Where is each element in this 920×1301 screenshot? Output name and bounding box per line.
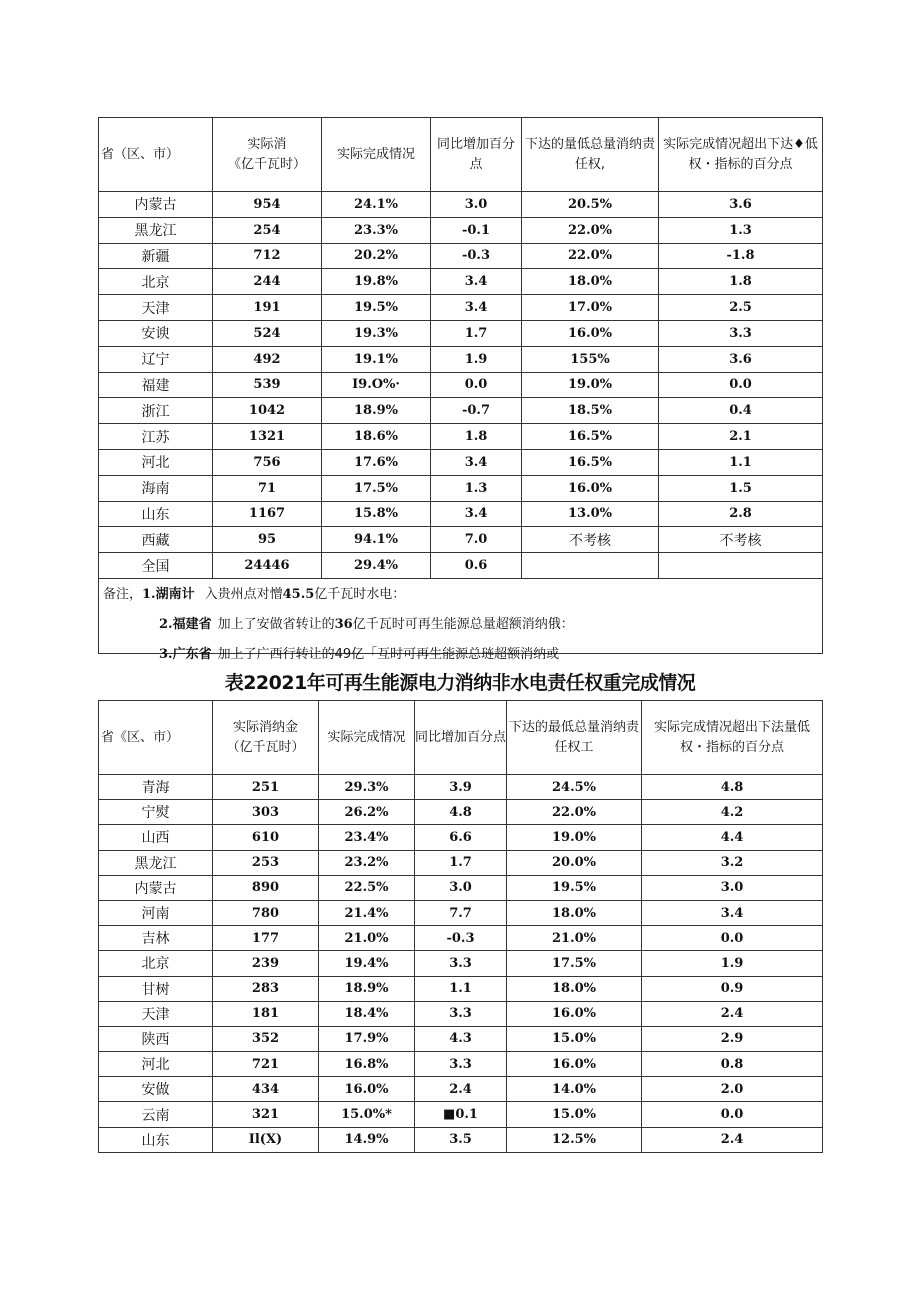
- value-cell: ■0.1: [415, 1102, 507, 1127]
- value-cell: 18.6%: [322, 424, 431, 450]
- note-2-c: 36: [334, 616, 353, 632]
- province-cell: 甘树: [99, 976, 213, 1001]
- value-cell: 1.9: [431, 346, 522, 372]
- value-cell: I9.O%·: [322, 372, 431, 398]
- value-cell: 3.9: [415, 775, 507, 800]
- table-row: [99, 269, 823, 295]
- value-cell: 18.5%: [522, 398, 659, 424]
- value-cell: 3.4: [431, 449, 522, 475]
- province-cell: 福建: [99, 372, 213, 398]
- table-1-notes: [99, 578, 823, 662]
- table-row: [99, 926, 823, 951]
- table-row: [99, 850, 823, 875]
- value-cell: 19.0%: [522, 372, 659, 398]
- value-cell: 434: [213, 1077, 319, 1102]
- province-cell: 云南: [99, 1102, 213, 1127]
- value-cell: 251: [213, 775, 319, 800]
- value-cell: 0.0: [659, 372, 823, 398]
- note-2-a: 2.福建省: [159, 616, 212, 632]
- value-cell: 610: [213, 825, 319, 850]
- value-cell: 17.0%: [522, 295, 659, 321]
- value-cell: 18.9%: [319, 976, 415, 1001]
- value-cell: 1.1: [415, 976, 507, 1001]
- value-cell: -0.3: [415, 926, 507, 951]
- value-cell: 18.4%: [319, 1001, 415, 1026]
- value-cell: 21.0%: [507, 926, 642, 951]
- value-cell: 1321: [213, 424, 322, 450]
- value-cell: 181: [213, 1001, 319, 1026]
- value-cell: 4.3: [415, 1026, 507, 1051]
- value-cell: 3.3: [659, 320, 823, 346]
- table-row: [99, 217, 823, 243]
- table-row: [99, 1026, 823, 1051]
- value-cell: 26.2%: [319, 800, 415, 825]
- value-cell: 18.9%: [322, 398, 431, 424]
- value-cell: 2.4: [642, 1001, 823, 1026]
- province-cell: 黑龙江: [99, 850, 213, 875]
- value-cell: 1.9: [642, 951, 823, 976]
- province-cell: 内蒙古: [99, 192, 213, 218]
- value-cell: 24.5%: [507, 775, 642, 800]
- value-cell: 20.2%: [322, 243, 431, 269]
- value-cell: 15.0%: [507, 1026, 642, 1051]
- header-province: 省（区、市）: [99, 118, 213, 192]
- value-cell: 712: [213, 243, 322, 269]
- value-cell: 1.1: [659, 449, 823, 475]
- value-cell: 16.5%: [522, 424, 659, 450]
- value-cell: 2.5: [659, 295, 823, 321]
- province-cell: 河南: [99, 900, 213, 925]
- value-cell: 155%: [522, 346, 659, 372]
- province-cell: 宁熨: [99, 800, 213, 825]
- table-row: [99, 775, 823, 800]
- value-cell: 4.8: [642, 775, 823, 800]
- value-cell: 不考核: [659, 527, 823, 553]
- province-cell: 北京: [99, 269, 213, 295]
- value-cell: 2.9: [642, 1026, 823, 1051]
- note-3-a: 3.广东省: [159, 646, 212, 662]
- value-cell: 321: [213, 1102, 319, 1127]
- value-cell: 22.0%: [522, 243, 659, 269]
- value-cell: 1.7: [431, 320, 522, 346]
- value-cell: 3.3: [415, 1001, 507, 1026]
- table-row: [99, 372, 823, 398]
- note-label: 备注，: [103, 586, 143, 602]
- table-row: [99, 875, 823, 900]
- province-cell: 安谀: [99, 320, 213, 346]
- value-cell: 0.9: [642, 976, 823, 1001]
- table-row: [99, 1001, 823, 1026]
- value-cell: 19.3%: [322, 320, 431, 346]
- table-row: [99, 976, 823, 1001]
- value-cell: 3.5: [415, 1127, 507, 1152]
- header-min-target: 下达的最低总量消纳责任权工: [507, 701, 642, 775]
- value-cell: 1042: [213, 398, 322, 424]
- value-cell: 16.8%: [319, 1052, 415, 1077]
- value-cell: 721: [213, 1052, 319, 1077]
- province-cell: 西藏: [99, 527, 213, 553]
- value-cell: 3.0: [415, 875, 507, 900]
- province-cell: 河北: [99, 449, 213, 475]
- note-1-c: 45.5: [282, 586, 315, 602]
- value-cell: 756: [213, 449, 322, 475]
- table-row: [99, 320, 823, 346]
- value-cell: 17.9%: [319, 1026, 415, 1051]
- table-row: [99, 825, 823, 850]
- value-cell: 94.1%: [322, 527, 431, 553]
- value-cell: 3.4: [431, 295, 522, 321]
- province-cell: 安做: [99, 1077, 213, 1102]
- table-row: [99, 346, 823, 372]
- value-cell: 2.4: [415, 1077, 507, 1102]
- province-cell: 内蒙古: [99, 875, 213, 900]
- value-cell: 177: [213, 926, 319, 951]
- value-cell: 524: [213, 320, 322, 346]
- table-2-title: 表22021年可再生能源电力消纳非水电责任权重完成情况: [224, 672, 696, 694]
- value-cell: 15.8%: [322, 501, 431, 527]
- value-cell: 21.4%: [319, 900, 415, 925]
- value-cell: 3.3: [415, 1052, 507, 1077]
- province-cell: 吉林: [99, 926, 213, 951]
- province-cell: 海南: [99, 475, 213, 501]
- value-cell: 1.8: [659, 269, 823, 295]
- value-cell: 2.1: [659, 424, 823, 450]
- value-cell: 3.3: [415, 951, 507, 976]
- province-cell: 陕西: [99, 1026, 213, 1051]
- province-cell: 浙江: [99, 398, 213, 424]
- value-cell: 1.3: [431, 475, 522, 501]
- province-cell: 黑龙江: [99, 217, 213, 243]
- value-cell: 29.3%: [319, 775, 415, 800]
- province-cell: 新疆: [99, 243, 213, 269]
- value-cell: 16.0%: [507, 1001, 642, 1026]
- value-cell: 24446: [213, 553, 322, 579]
- table-row: [99, 424, 823, 450]
- value-cell: 253: [213, 850, 319, 875]
- value-cell: [522, 553, 659, 579]
- value-cell: 954: [213, 192, 322, 218]
- value-cell: 3.4: [431, 269, 522, 295]
- value-cell: 4.8: [415, 800, 507, 825]
- value-cell: 6.6: [415, 825, 507, 850]
- value-cell: 18.0%: [522, 269, 659, 295]
- table-row: [99, 243, 823, 269]
- value-cell: 19.0%: [507, 825, 642, 850]
- value-cell: 0.0: [642, 1102, 823, 1127]
- value-cell: 3.2: [642, 850, 823, 875]
- value-cell: 3.0: [642, 875, 823, 900]
- value-cell: 7.7: [415, 900, 507, 925]
- value-cell: 16.0%: [522, 475, 659, 501]
- header-completion: 实际完成情况: [322, 118, 431, 192]
- value-cell: 239: [213, 951, 319, 976]
- value-cell: 1167: [213, 501, 322, 527]
- table-row: [99, 1077, 823, 1102]
- value-cell: 539: [213, 372, 322, 398]
- value-cell: 16.0%: [319, 1077, 415, 1102]
- province-cell: 北京: [99, 951, 213, 976]
- value-cell: 352: [213, 1026, 319, 1051]
- note-1-b: 入贵州点对憎: [204, 586, 283, 602]
- table-row: [99, 192, 823, 218]
- table-row: [99, 900, 823, 925]
- value-cell: 17.5%: [507, 951, 642, 976]
- province-cell: 天津: [99, 295, 213, 321]
- header-excess: 实际完成情况超出下达♦低权・指标的百分点: [659, 118, 823, 192]
- table-row: [99, 527, 823, 553]
- note-1-a: 1.湖南计: [142, 586, 195, 602]
- value-cell: 4.2: [642, 800, 823, 825]
- value-cell: [659, 553, 823, 579]
- table-row: [99, 1102, 823, 1127]
- value-cell: 19.4%: [319, 951, 415, 976]
- value-cell: 16.0%: [522, 320, 659, 346]
- value-cell: 2.4: [642, 1127, 823, 1152]
- value-cell: 14.0%: [507, 1077, 642, 1102]
- value-cell: 7.0: [431, 527, 522, 553]
- province-cell: 山东: [99, 1127, 213, 1152]
- table-row: [99, 951, 823, 976]
- value-cell: 23.4%: [319, 825, 415, 850]
- value-cell: 0.4: [659, 398, 823, 424]
- province-cell: 山西: [99, 825, 213, 850]
- value-cell: 20.5%: [522, 192, 659, 218]
- value-cell: 3.6: [659, 346, 823, 372]
- value-cell: 492: [213, 346, 322, 372]
- value-cell: 15.0%*: [319, 1102, 415, 1127]
- value-cell: 19.8%: [322, 269, 431, 295]
- value-cell: 19.1%: [322, 346, 431, 372]
- value-cell: 21.0%: [319, 926, 415, 951]
- value-cell: 18.0%: [507, 976, 642, 1001]
- table-1: [98, 117, 823, 662]
- value-cell: 14.9%: [319, 1127, 415, 1152]
- value-cell: 71: [213, 475, 322, 501]
- table-2: [98, 700, 823, 1153]
- value-cell: 3.4: [642, 900, 823, 925]
- province-cell: 天津: [99, 1001, 213, 1026]
- header-excess: 实际完成情况超出下法量低权・指标的百分点: [642, 701, 823, 775]
- value-cell: 3.6: [659, 192, 823, 218]
- value-cell: 3.4: [431, 501, 522, 527]
- value-cell: 244: [213, 269, 322, 295]
- value-cell: -0.1: [431, 217, 522, 243]
- table-row: [99, 1127, 823, 1152]
- note-2-b: 加上了安做省转让的: [217, 616, 335, 632]
- value-cell: 1.3: [659, 217, 823, 243]
- value-cell: 890: [213, 875, 319, 900]
- value-cell: 303: [213, 800, 319, 825]
- value-cell: 22.0%: [522, 217, 659, 243]
- value-cell: 20.0%: [507, 850, 642, 875]
- header-min-target: 下达的量低总量消纳责任权,: [522, 118, 659, 192]
- province-cell: 山东: [99, 501, 213, 527]
- table-row: [99, 501, 823, 527]
- value-cell: -0.3: [431, 243, 522, 269]
- value-cell: 1.5: [659, 475, 823, 501]
- value-cell: 18.0%: [507, 900, 642, 925]
- table-row: [99, 553, 823, 579]
- value-cell: 23.3%: [322, 217, 431, 243]
- value-cell: -1.8: [659, 243, 823, 269]
- note-3-b: 加上了广西行转让的49亿「互时可再生能源总琏超额消纳或: [217, 646, 560, 662]
- table-row: [99, 1052, 823, 1077]
- header-completion: 实际完成情况: [319, 701, 415, 775]
- header-actual-consumption: 实际消 《亿千瓦时）: [213, 118, 322, 192]
- value-cell: 1.7: [415, 850, 507, 875]
- value-cell: 22.0%: [507, 800, 642, 825]
- value-cell: 254: [213, 217, 322, 243]
- value-cell: 16.0%: [507, 1052, 642, 1077]
- province-cell: 青海: [99, 775, 213, 800]
- value-cell: 780: [213, 900, 319, 925]
- value-cell: -0.7: [431, 398, 522, 424]
- value-cell: 1.8: [431, 424, 522, 450]
- province-cell: 江苏: [99, 424, 213, 450]
- value-cell: 22.5%: [319, 875, 415, 900]
- value-cell: 4.4: [642, 825, 823, 850]
- value-cell: 3.0: [431, 192, 522, 218]
- table-row: [99, 295, 823, 321]
- note-2-d: 亿千瓦时可再生能源总量超额消纳俄：: [352, 616, 574, 632]
- value-cell: 15.0%: [507, 1102, 642, 1127]
- table-row: [99, 475, 823, 501]
- value-cell: 17.5%: [322, 475, 431, 501]
- value-cell: 95: [213, 527, 322, 553]
- province-cell: 全国: [99, 553, 213, 579]
- value-cell: 19.5%: [322, 295, 431, 321]
- value-cell: 191: [213, 295, 322, 321]
- value-cell: 16.5%: [522, 449, 659, 475]
- value-cell: 12.5%: [507, 1127, 642, 1152]
- value-cell: 0.6: [431, 553, 522, 579]
- value-cell: 0.0: [431, 372, 522, 398]
- header-yoy: 同比增加百分点: [431, 118, 522, 192]
- value-cell: 2.0: [642, 1077, 823, 1102]
- value-cell: 19.5%: [507, 875, 642, 900]
- table-row: [99, 800, 823, 825]
- value-cell: 0.8: [642, 1052, 823, 1077]
- value-cell: 13.0%: [522, 501, 659, 527]
- table-row: [99, 398, 823, 424]
- note-1-d: 亿千瓦时水电：: [314, 586, 406, 602]
- header-province: 省《区、市）: [99, 701, 213, 775]
- header-actual-consumption: 实际消纳金 （亿千瓦时）: [213, 701, 319, 775]
- value-cell: 24.1%: [322, 192, 431, 218]
- value-cell: 17.6%: [322, 449, 431, 475]
- value-cell: 2.8: [659, 501, 823, 527]
- value-cell: Il(X): [213, 1127, 319, 1152]
- header-yoy: 同比增加百分点: [415, 701, 507, 775]
- province-cell: 河北: [99, 1052, 213, 1077]
- province-cell: 辽宁: [99, 346, 213, 372]
- value-cell: 0.0: [642, 926, 823, 951]
- value-cell: 不考核: [522, 527, 659, 553]
- value-cell: 283: [213, 976, 319, 1001]
- value-cell: 29.4%: [322, 553, 431, 579]
- table-row: [99, 449, 823, 475]
- value-cell: 23.2%: [319, 850, 415, 875]
